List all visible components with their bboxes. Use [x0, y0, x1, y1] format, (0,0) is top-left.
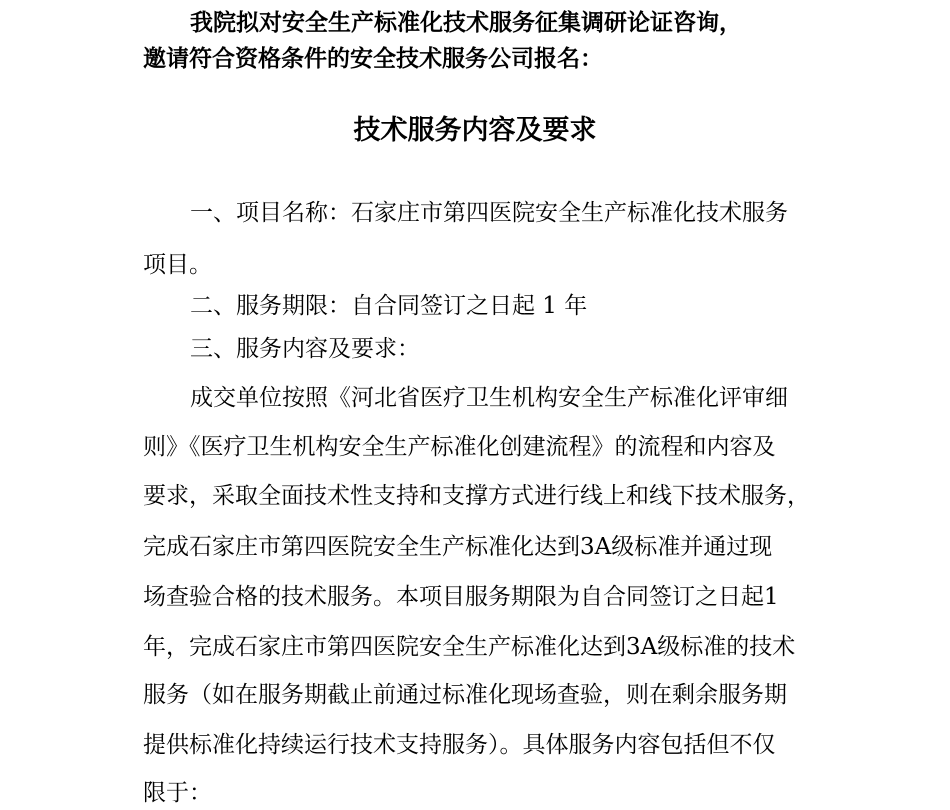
section-service-period: 二、服务期限：自合同签订之日起 1 年: [190, 293, 588, 319]
intro-line-2: 邀请符合资格条件的安全技术服务公司报名：: [143, 45, 603, 72]
section-project-name: 一、项目名称：石家庄市第四医院安全生产标准化技术服务: [190, 200, 788, 226]
body-line: 完成石家庄市第四医院安全生产标准化达到3A级标准并通过现: [143, 534, 773, 560]
body-line: 限于：: [143, 780, 212, 806]
body-line: 提供标准化持续运行技术支持服务）。具体服务内容包括但不仅: [143, 732, 776, 758]
body-line: 年，完成石家庄市第四医院安全生产标准化达到3A级标准的技术: [143, 634, 796, 660]
section-service-content-heading: 三、服务内容及要求：: [190, 336, 420, 362]
body-line: 则》《医疗卫生机构安全生产标准化创建流程》的流程和内容及: [143, 434, 776, 460]
body-line: 场查验合格的技术服务。本项目服务期限为自合同签订之日起1: [143, 584, 779, 610]
intro-line-1: 我院拟对安全生产标准化技术服务征集调研论证咨询，: [190, 9, 742, 36]
body-line: 服务（如在服务期截止前通过标准化现场查验，则在剩余服务期: [143, 682, 787, 708]
body-line: 要求，采取全面技术性支持和支撑方式进行线上和线下技术服务，: [143, 483, 810, 509]
page-title: 技术服务内容及要求: [353, 115, 597, 146]
body-line: 成交单位按照《河北省医疗卫生机构安全生产标准化评审细: [190, 385, 788, 411]
section-project-name-continued: 项目。: [143, 252, 212, 278]
